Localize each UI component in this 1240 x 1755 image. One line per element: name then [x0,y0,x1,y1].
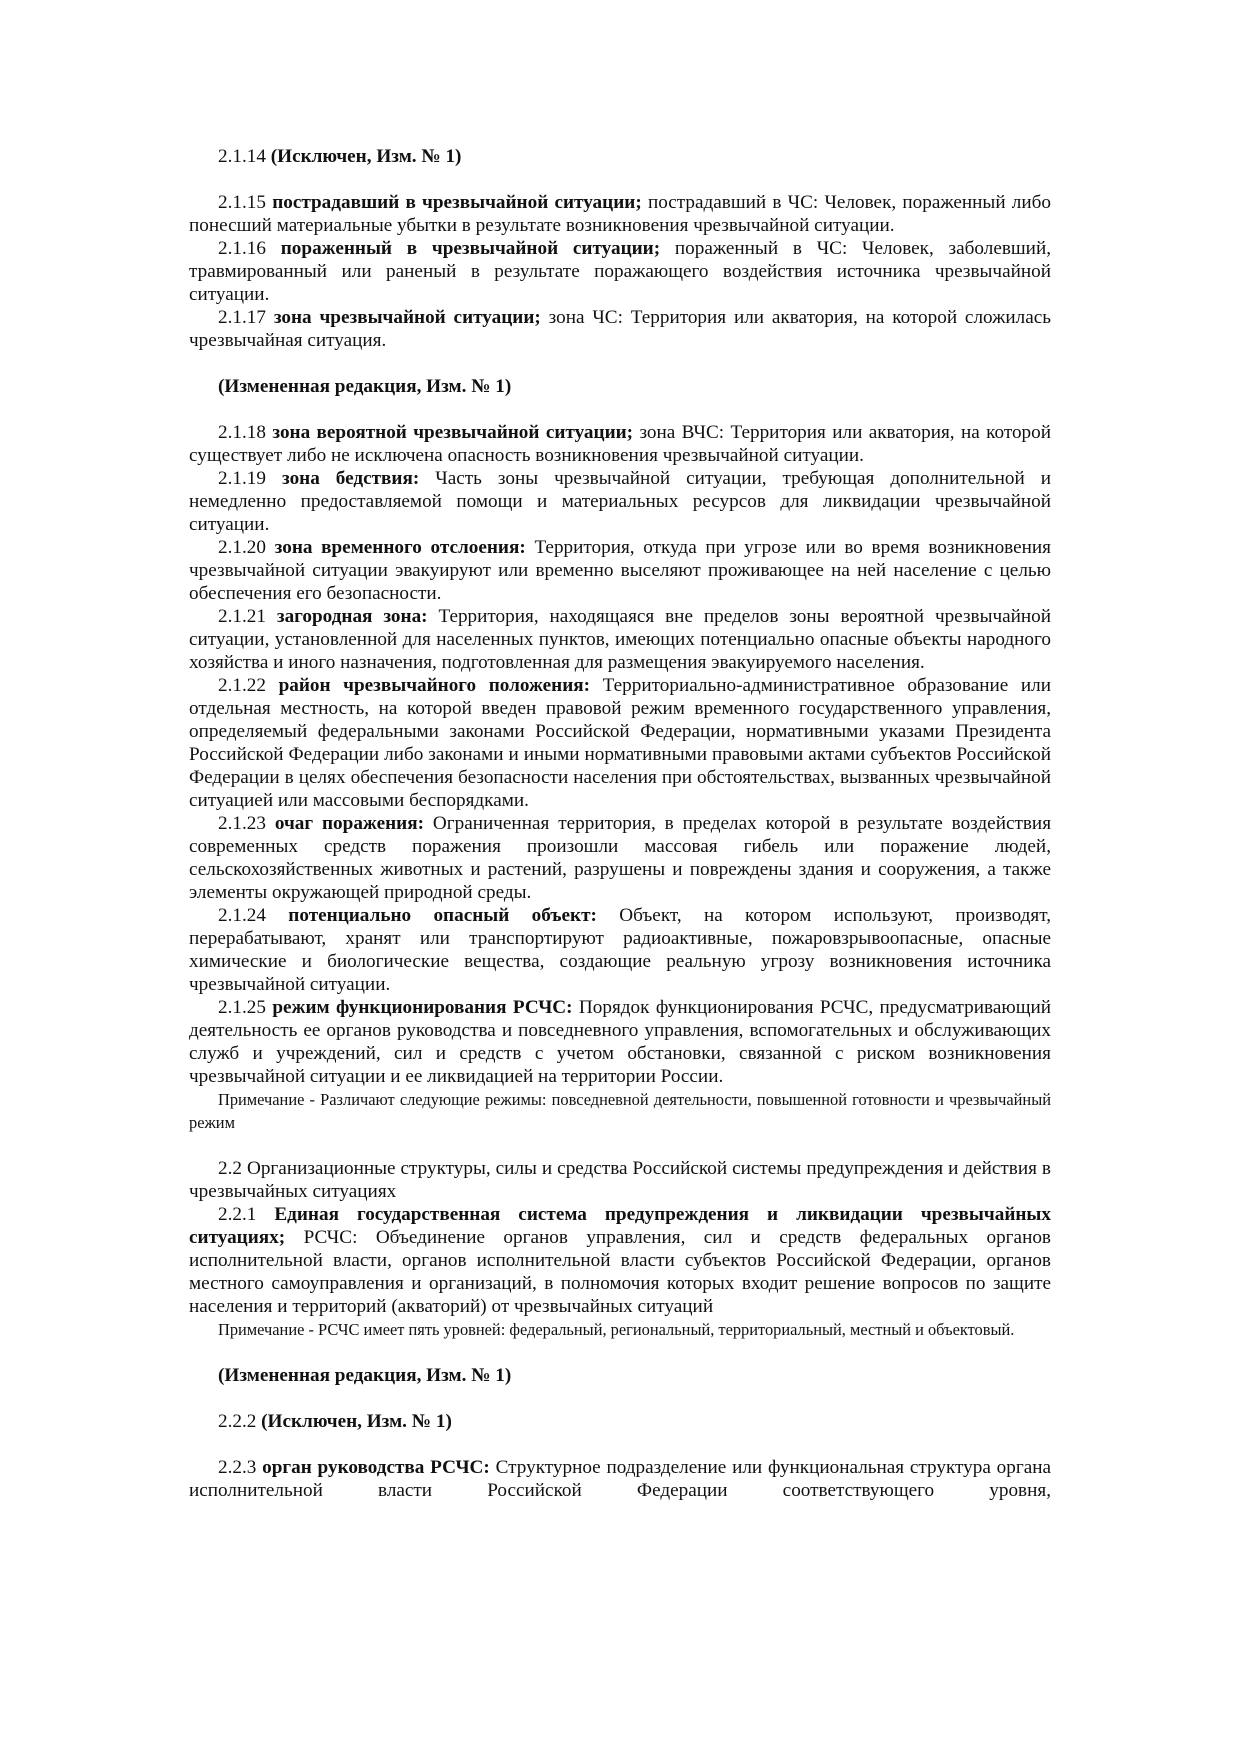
clause-number: 2.1.20 [218,537,266,558]
clause-term: орган руководства РСЧС: [262,1457,490,1478]
clause-term: потенциально опасный объект: [288,905,597,926]
clause-term: зона бедствия: [281,468,420,489]
clause-text: Структурное подразделение или функциональная структура органа исполнительной власти Российской Федерации соответствующего уровня, [189,1457,1052,1501]
clause-text: Порядок функционирования РСЧС, предусматривающий деятельность ее органов руководства и повседневного управления, вспомогательных и обслуживающих служб и учреждений, сил и средств с учетом обстановки, связанной с риском возникновения чрезвычайной ситуации и ее ликвидацией на территории России. [189,997,1052,1087]
clause-2-1-21 [189,605,1051,674]
clause-2-1-16 [189,237,1051,306]
clause-text: Территория, находящаяся вне пределов зоны вероятной чрезвычайной ситуации, установленной для населенных пунктов, имеющих потенциально опасные объекты народного хозяйства и иного назначения, подготовленная для размещения эвакуируемого населения. [189,606,1052,673]
clause-2-2-2 [189,1410,1051,1433]
clause-2-1-20 [189,536,1051,605]
clause-text: Организационные структуры, силы и средства Российской системы предупреждения и действия в чрезвычайных ситуациях [189,1158,1051,1202]
clause-term: Единая государственная система предупреждения и ликвидации чрезвычайных ситуациях; [189,1204,1051,1248]
clause-term: (Исключен, Изм. № 1) [261,1411,452,1432]
amendment-note [189,1364,1051,1387]
clause-2-1-14 [189,145,1051,168]
clause-2-1-17 [189,306,1051,352]
note-levels [189,1318,1051,1341]
clause-number: 2.1.15 [218,192,266,213]
clause-text: Ограниченная территория, в пределах которой в результате воздействия современных средств поражения произошли массовая гибель или поражение людей, сельскохозяйственных животных и растений, разрушены и повреждены здания и сооружения, а также элементы окружающей природной среды. [189,813,1052,903]
clause-text: пострадавший в ЧС: Человек, пораженный либо понесший материальные убытки в результате возникновения чрезвычайной ситуации. [189,192,1052,236]
clause-number: 2.1.22 [218,675,266,696]
clause-number: 2.2.2 [218,1411,257,1432]
clause-term: район чрезвычайного положения: [278,675,591,696]
clause-2-2-3 [189,1456,1051,1502]
clause-2-1-19 [189,467,1051,536]
clause-term: зона временного отслоения: [274,537,526,558]
clause-term: зона вероятной чрезвычайной ситуации; [272,422,634,443]
clause-number: 2.2 [218,1158,242,1179]
clause-number: 2.1.21 [218,606,266,627]
clause-term: пострадавший в чрезвычайной ситуации; [272,192,642,213]
clause-2-1-25 [189,996,1051,1088]
clause-number: 2.1.23 [218,813,266,834]
clause-text: зона ВЧС: Территория или акватория, на которой существует либо не исключена опасность возникновения чрезвычайной ситуации. [189,422,1051,466]
section-2-2 [189,1157,1051,1203]
clause-text: Часть зоны чрезвычайной ситуации, требующая дополнительной и немедленно предоставляемой помощи и материальных ресурсов для ликвидации чрезвычайной ситуации. [189,468,1052,535]
clause-text: Территория, откуда при угрозе или во время возникновения чрезвычайной ситуации эвакуируют или временно выселяют проживающее на ней население с целью обеспечения его безопасности. [189,537,1051,604]
clause-text: пораженный в ЧС: Человек, заболевший, травмированный или раненый в результате поражающего воздействия источника чрезвычайной ситуации. [189,238,1052,305]
clause-term: (Измененная редакция, Изм. № 1) [218,1365,512,1386]
clause-number: 2.1.19 [218,468,266,489]
clause-number: 2.1.18 [218,422,266,443]
note-regimes [189,1088,1051,1134]
clause-number: 2.1.24 [218,905,266,926]
clause-number: 2.2.1 [218,1204,257,1225]
clause-text: РСЧС: Объединение органов управления, сил и средств федеральных органов исполнительной власти, органов исполнительной власти субъектов Российской Федерации, органов местного самоуправления и организаций, в полномочия которых входит решение вопросов по защите населения и территорий (акваторий) от чрезвычайных ситуаций [189,1227,1051,1317]
clause-term: пораженный в чрезвычайной ситуации; [280,238,661,259]
clause-term: режим функционирования РСЧС: [272,997,573,1018]
clause-text: Объект, на котором используют, производят, перерабатывают, хранят или транспортируют радиоактивные, пожаровзрывоопасные, опасные химические и биологические вещества, создающие реальную угрозу возникновения источника чрезвычайной ситуации. [189,905,1051,995]
clause-term: загородная зона: [276,606,428,627]
amendment-note [189,375,1051,398]
clause-2-1-22 [189,674,1051,812]
clause-term: (Измененная редакция, Изм. № 1) [218,376,512,397]
clause-number: 2.2.3 [218,1457,257,1478]
clause-number: 2.1.16 [218,238,266,259]
clause-2-1-23 [189,812,1051,904]
clause-term: зона чрезвычайной ситуации; [273,307,541,328]
clause-2-1-18 [189,421,1051,467]
note-text: Примечание - РСЧС имеет пять уровней: федеральный, региональный, территориальный, местный и объектовый. [218,1320,1015,1339]
clause-term: очаг поражения: [274,813,424,834]
clause-number: 2.1.17 [218,307,266,328]
clause-number: 2.1.14 [218,146,266,167]
clause-term: (Исключен, Изм. № 1) [270,146,462,167]
clause-2-2-1 [189,1203,1051,1318]
note-text: Примечание - Различают следующие режимы: повседневной деятельности, повышенной готовности и чрезвычайный режим [189,1090,1051,1132]
document-page [189,145,1051,1502]
clause-text: зона ЧС: Территория или акватория, на которой сложилась чрезвычайная ситуация. [189,307,1052,351]
clause-text: Территориально-административное образование или отдельная местность, на которой введен правовой режим временного государственного управления, определяемый федеральными законами Российской Федерации, нормативными указами Президента Российской Федерации либо законами и иными нормативными правовыми актами субъектов Российской Федерации в целях обеспечения безопасности населения при обстоятельствах, вызванных чрезвычайной ситуацией или массовыми беспорядками. [189,675,1051,811]
clause-2-1-15 [189,191,1051,237]
clause-2-1-24 [189,904,1051,996]
clause-number: 2.1.25 [218,997,266,1018]
